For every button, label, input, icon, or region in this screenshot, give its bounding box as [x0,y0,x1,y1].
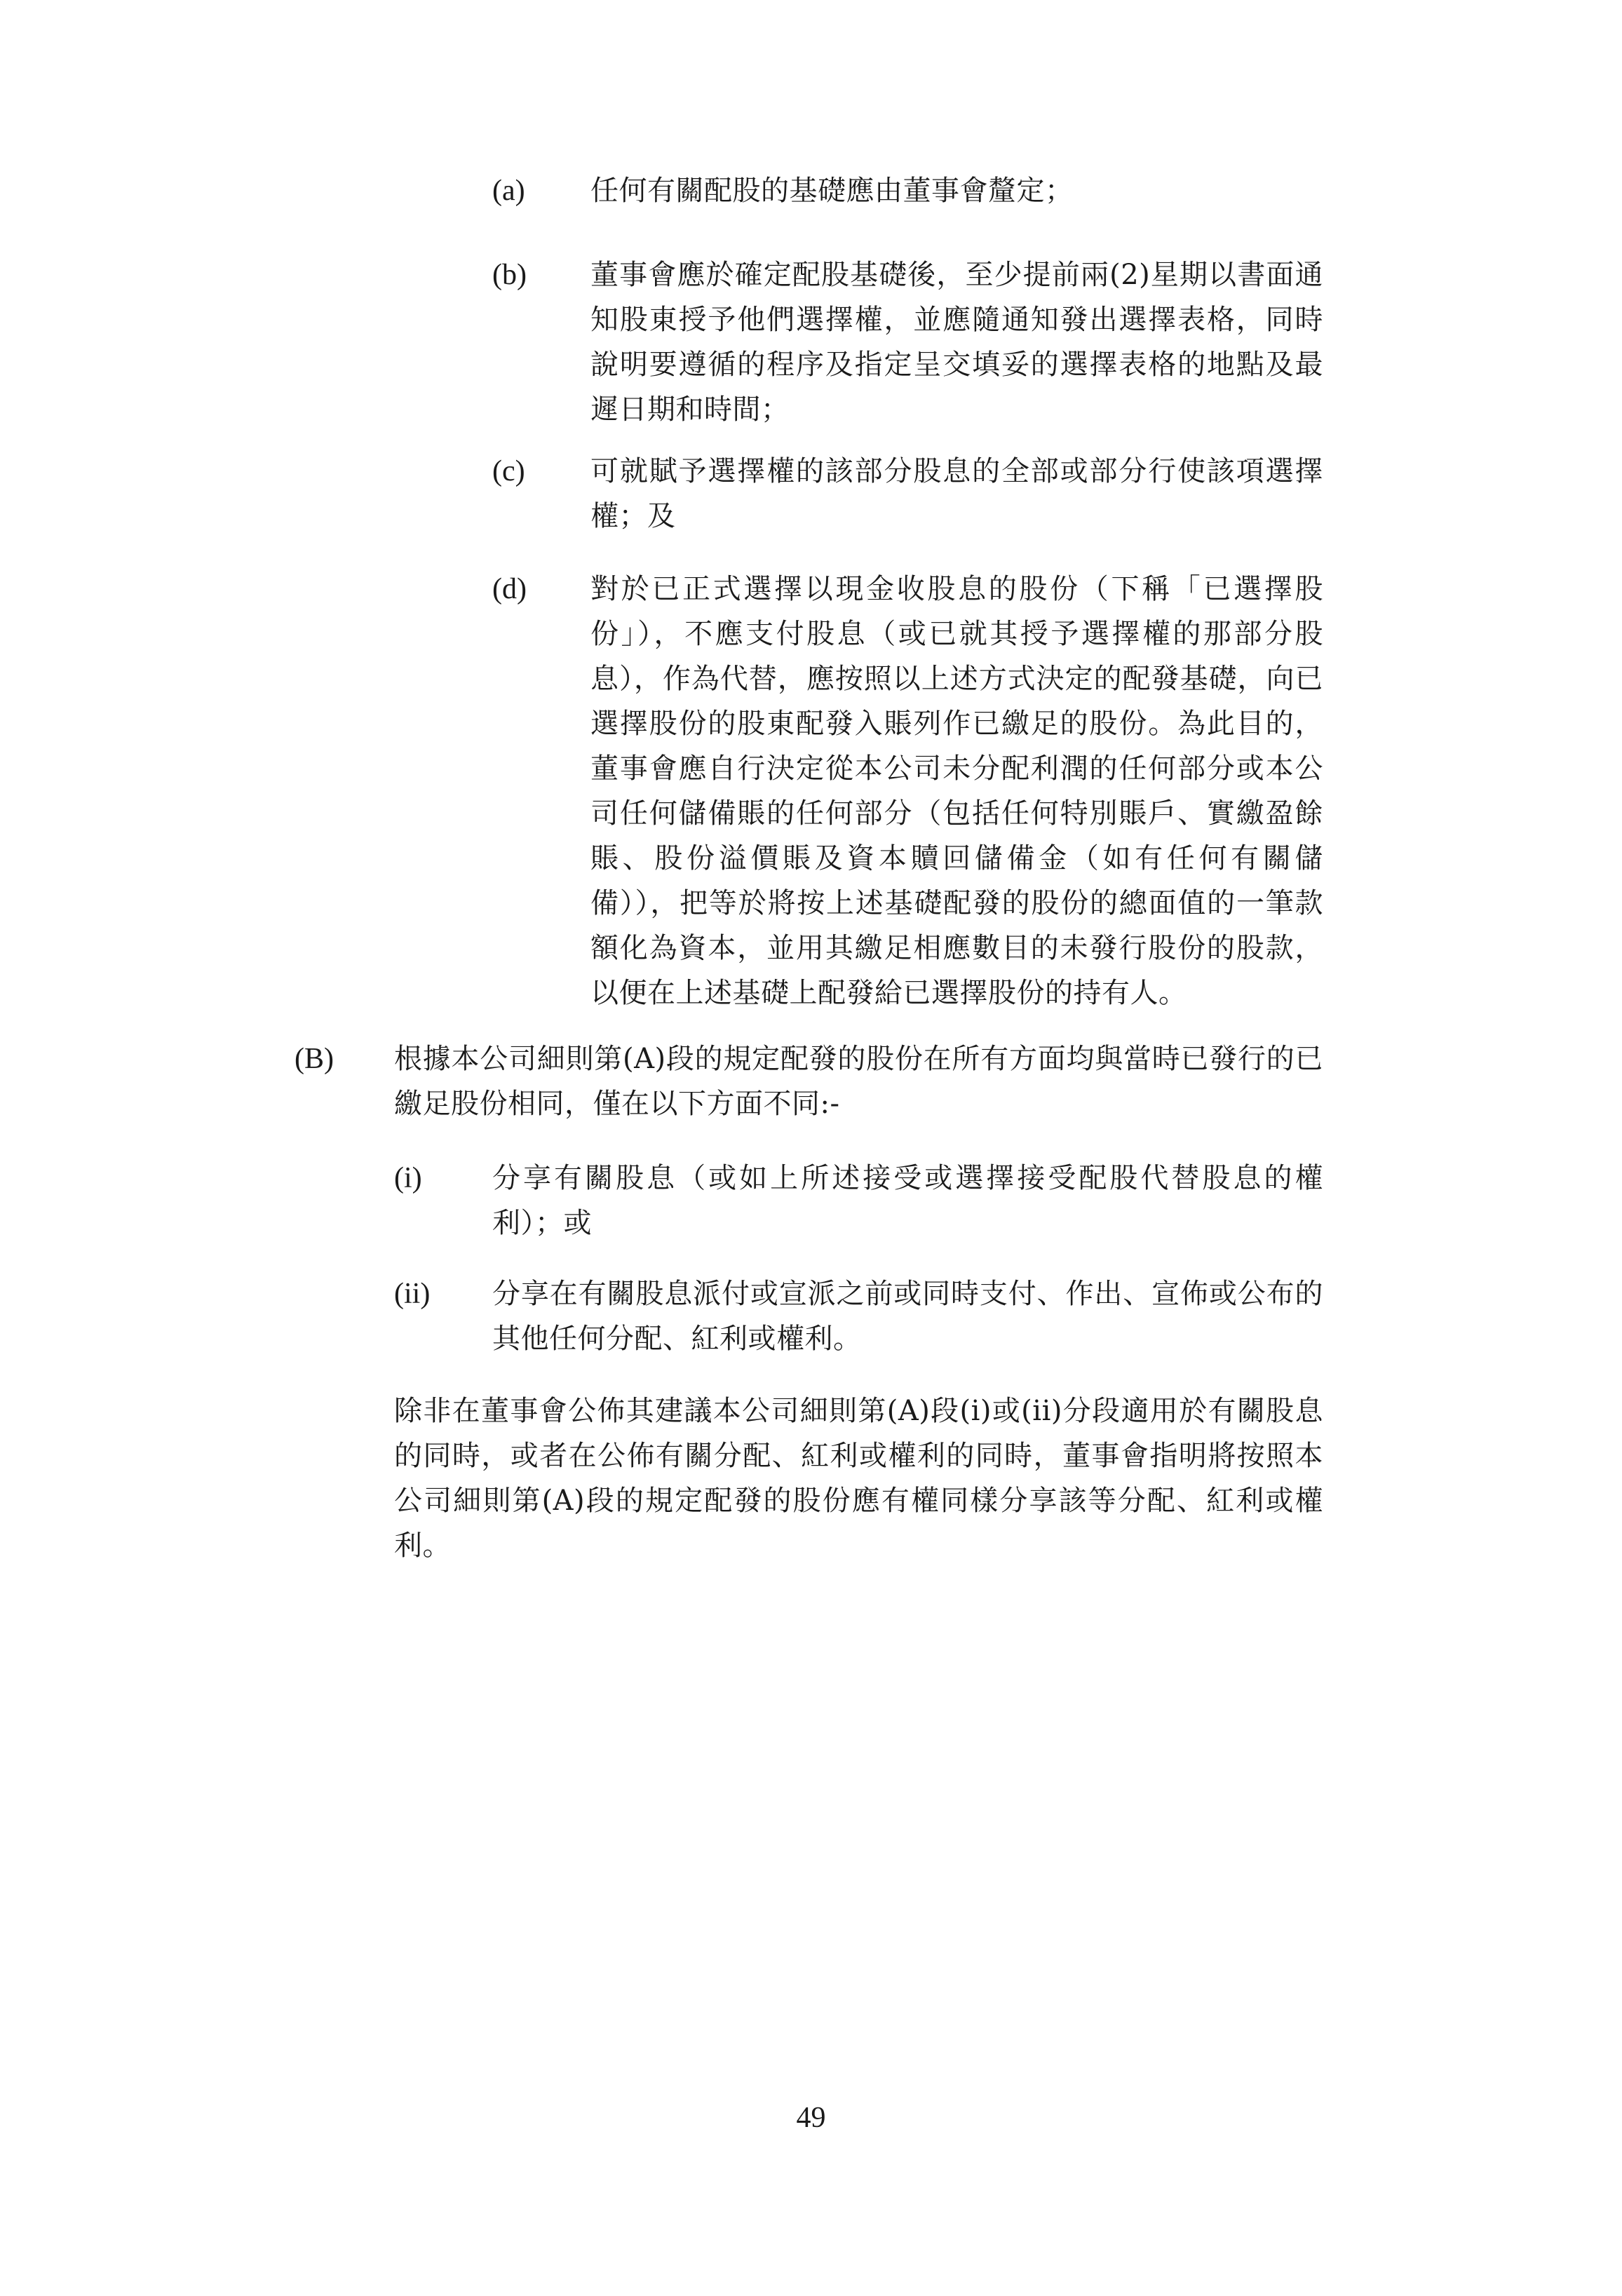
sub-item-a [492,168,1323,213]
item-B [295,1036,1323,1126]
sub-item-b [492,252,1323,432]
item-text: 可就賦予選擇權的該部分股息的全部或部分行使該項選擇權；及 [590,455,1323,532]
item-label: (ii) [394,1278,431,1310]
item-label: (a) [492,175,525,207]
item-label: (b) [492,259,527,291]
item-label: (i) [394,1162,422,1194]
sub-item-c [492,449,1323,539]
item-label: (B) [295,1043,334,1075]
item-text: 董事會應於確定配股基礎後，至少提前兩(2)星期以書面通知股東授予他們選擇權，並應隨通知發出選擇表格，同時說明要遵循的程序及指定呈交填妥的選擇表格的地點及最遲日期和時間； [590,259,1323,426]
item-label: (d) [492,573,527,605]
item-text: 對於已正式選擇以現金收股息的股份（下稱「已選擇股份」），不應支付股息（或已就其授予選擇權的那部分股息），作為代替，應按照以上述方式決定的配發基礎，向已選擇股份的股東配發入賬列作已繳足的股份。為此目的，董事會應自行決定從本公司未分配利潤的任何部分或本公司任何儲備賬的任何部分（包括任何特別賬戶、實繳盈餘賬、股份溢價賬及資本贖回儲備金（如有任何有關儲備）），把等於將按上述基礎配發的股份的總面值的一筆款額化為資本，並用其繳足相應數目的未發行股份的股款，以便在上述基礎上配發給已選擇股份的持有人。 [590,573,1323,1009]
item-text: 分享有關股息（或如上所述接受或選擇接受配股代替股息的權利）；或 [492,1162,1323,1239]
roman-item-ii [394,1271,1323,1361]
item-text: 根據本公司細則第(A)段的規定配發的股份在所有方面均與當時已發行的已繳足股份相同，僅在以下方面不同:- [394,1043,1323,1120]
item-text: 任何有關配股的基礎應由董事會釐定； [590,175,1074,207]
closing-paragraph: 除非在董事會公佈其建議本公司細則第(A)段(i)或(ii)分段適用於有關股息的同時，或者在公佈有關分配、紅利或權利的同時，董事會指明將按照本公司細則第(A)段的規定配發的股份應有權同樣分享該等分配、紅利或權利。 [394,1395,1323,1562]
roman-item-i [394,1156,1323,1245]
item-label: (c) [492,455,525,487]
sub-item-d [492,567,1323,1015]
page-number: 49 [796,2102,826,2134]
item-text: 分享在有關股息派付或宣派之前或同時支付、作出、宣佈或公布的其他任何分配、紅利或權利。 [492,1278,1323,1355]
